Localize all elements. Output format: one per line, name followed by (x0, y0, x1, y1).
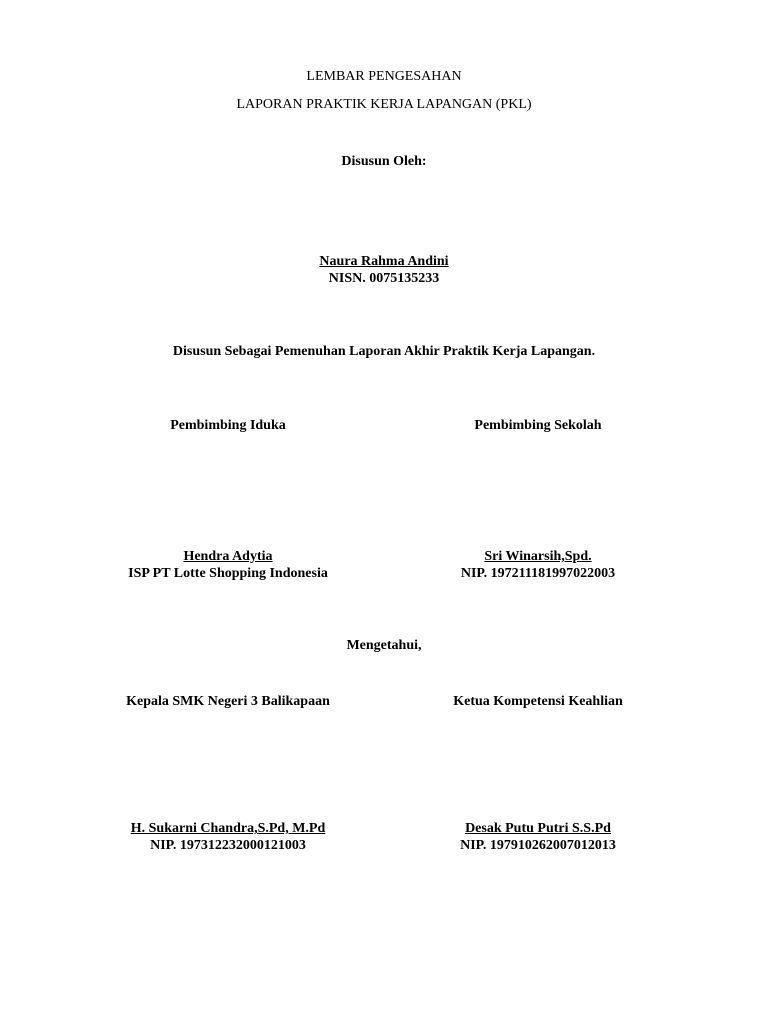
purpose-statement: Disusun Sebagai Pemenuhan Laporan Akhir Praktik Kerja Lapangan. (172, 344, 596, 359)
headmaster-role: Kepala SMK Negeri 3 Balikapaan (126, 694, 330, 709)
headmaster-name: H. Sukarni Chandra,S.Pd, M.Pd (130, 821, 326, 836)
author-name: Naura Rahma Andini (319, 254, 449, 269)
competency-head-name: Desak Putu Putri S.S.Pd (465, 821, 611, 836)
document-subtitle: LAPORAN PRAKTIK KERJA LAPANGAN (PKL) (236, 97, 532, 112)
supervisor-right-nip: NIP. 197211181997022003 (460, 566, 616, 581)
supervisor-right-name: Sri Winarsih,Spd. (484, 549, 592, 564)
author-id: NISN. 0075135233 (328, 271, 440, 286)
supervisor-left-name: Hendra Adytia (183, 549, 273, 564)
supervisor-right-role: Pembimbing Sekolah (474, 418, 602, 433)
supervisor-left-role: Pembimbing Iduka (170, 418, 286, 433)
acknowledged-label: Mengetahui, (346, 638, 422, 653)
competency-head-nip: NIP. 197910262007012013 (460, 838, 616, 853)
supervisor-left-detail: ISP PT Lotte Shopping Indonesia (128, 566, 328, 581)
competency-head-role: Ketua Kompetensi Keahlian (453, 694, 623, 709)
author-label: Disusun Oleh: (341, 154, 427, 169)
headmaster-nip: NIP. 197312232000121003 (150, 838, 306, 853)
document-title: LEMBAR PENGESAHAN (306, 69, 462, 84)
